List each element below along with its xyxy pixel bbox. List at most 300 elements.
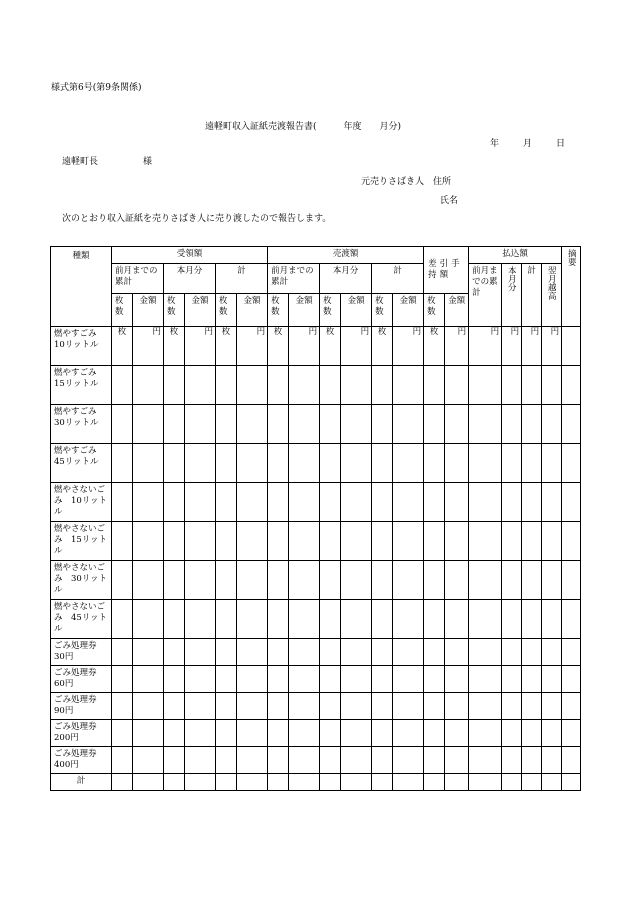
- amount-cell[interactable]: [445, 366, 469, 405]
- amount-cell[interactable]: [133, 693, 164, 720]
- recipient: 遠軽町長 様: [62, 157, 153, 167]
- amount-cell[interactable]: [237, 366, 268, 405]
- amount-cell[interactable]: [393, 522, 424, 561]
- count-cell[interactable]: 枚: [372, 327, 393, 366]
- remarks-cell[interactable]: [562, 483, 581, 522]
- amount-cell[interactable]: [445, 600, 469, 639]
- amount-cell[interactable]: [133, 444, 164, 483]
- count-cell[interactable]: [268, 720, 289, 747]
- amount-cell[interactable]: [393, 666, 424, 693]
- amount-cell[interactable]: [237, 774, 268, 790]
- amount-cell[interactable]: [341, 522, 372, 561]
- amount-cell[interactable]: [445, 444, 469, 483]
- header-received-prev: 前月までの累計: [112, 264, 164, 294]
- amount-cell[interactable]: [133, 483, 164, 522]
- count-cell[interactable]: [164, 522, 185, 561]
- paid-in-cell[interactable]: [469, 600, 502, 639]
- table-row: [51, 561, 581, 600]
- count-cell[interactable]: [320, 720, 341, 747]
- remarks-cell[interactable]: [562, 405, 581, 444]
- report-title: 遠軽町収入証紙売渡報告書( 年度 月分): [205, 122, 402, 132]
- amount-cell[interactable]: [341, 774, 372, 790]
- count-cell[interactable]: [424, 747, 445, 774]
- amount-cell[interactable]: 円: [341, 327, 372, 366]
- count-cell[interactable]: [268, 366, 289, 405]
- amount-cell[interactable]: [393, 639, 424, 666]
- count-cell[interactable]: [164, 666, 185, 693]
- count-cell[interactable]: [112, 522, 133, 561]
- count-cell[interactable]: [268, 666, 289, 693]
- paid-in-cell[interactable]: [502, 366, 522, 405]
- paid-in-cell[interactable]: 円: [542, 327, 562, 366]
- paid-in-cell[interactable]: [542, 693, 562, 720]
- paid-in-cell[interactable]: [522, 666, 542, 693]
- header-amount: 金額: [341, 294, 372, 327]
- amount-cell[interactable]: [393, 720, 424, 747]
- row-label: 燃やすごみ 15リットル: [51, 366, 112, 405]
- amount-cell[interactable]: [393, 444, 424, 483]
- paid-in-cell[interactable]: [502, 522, 522, 561]
- paid-in-cell[interactable]: 円: [502, 327, 522, 366]
- count-cell[interactable]: [216, 720, 237, 747]
- carry-over-label: 翌月越高: [546, 266, 557, 300]
- amount-cell[interactable]: [445, 561, 469, 600]
- count-cell[interactable]: 枚: [112, 327, 133, 366]
- amount-cell[interactable]: [445, 747, 469, 774]
- paid-in-cell[interactable]: [522, 561, 542, 600]
- paid-in-cell[interactable]: [502, 561, 522, 600]
- count-cell[interactable]: [424, 405, 445, 444]
- amount-cell[interactable]: [445, 405, 469, 444]
- amount-cell[interactable]: [341, 666, 372, 693]
- paid-in-cell[interactable]: [542, 561, 562, 600]
- amount-cell[interactable]: [237, 720, 268, 747]
- count-cell[interactable]: [216, 444, 237, 483]
- paid-in-cell[interactable]: [522, 366, 542, 405]
- count-cell[interactable]: [216, 600, 237, 639]
- count-cell[interactable]: 枚: [216, 327, 237, 366]
- header-amount: 金額: [445, 294, 469, 327]
- amount-cell[interactable]: [133, 366, 164, 405]
- amount-cell[interactable]: [289, 600, 320, 639]
- remarks-cell[interactable]: [562, 561, 581, 600]
- report-table: [50, 246, 581, 791]
- paid-in-cell[interactable]: [522, 693, 542, 720]
- amount-cell[interactable]: [445, 522, 469, 561]
- count-cell[interactable]: [268, 600, 289, 639]
- table-row: [51, 639, 581, 666]
- paid-in-cell[interactable]: [522, 720, 542, 747]
- amount-cell[interactable]: [133, 561, 164, 600]
- paid-in-cell[interactable]: [542, 639, 562, 666]
- amount-cell[interactable]: [289, 639, 320, 666]
- count-cell[interactable]: [320, 522, 341, 561]
- amount-cell[interactable]: [237, 747, 268, 774]
- remarks-cell[interactable]: [562, 522, 581, 561]
- paid-in-cell[interactable]: [502, 639, 522, 666]
- count-cell[interactable]: [372, 405, 393, 444]
- paid-in-cell[interactable]: [502, 405, 522, 444]
- remarks-cell[interactable]: [562, 600, 581, 639]
- count-cell[interactable]: [372, 600, 393, 639]
- paid-in-cell[interactable]: [502, 693, 522, 720]
- amount-cell[interactable]: [445, 483, 469, 522]
- count-cell[interactable]: [372, 666, 393, 693]
- paid-in-cell[interactable]: [469, 693, 502, 720]
- amount-cell[interactable]: [341, 747, 372, 774]
- count-cell[interactable]: [112, 405, 133, 444]
- count-cell[interactable]: [112, 600, 133, 639]
- count-cell[interactable]: [164, 561, 185, 600]
- remarks-cell[interactable]: [562, 774, 581, 790]
- count-cell[interactable]: [424, 561, 445, 600]
- paid-in-cell[interactable]: [522, 405, 542, 444]
- count-cell[interactable]: [164, 747, 185, 774]
- count-cell[interactable]: [216, 747, 237, 774]
- amount-cell[interactable]: [341, 366, 372, 405]
- amount-cell[interactable]: [289, 666, 320, 693]
- amount-cell[interactable]: [341, 405, 372, 444]
- table-row: [51, 600, 581, 639]
- count-cell[interactable]: [112, 483, 133, 522]
- count-cell[interactable]: [424, 366, 445, 405]
- remarks-cell[interactable]: [562, 666, 581, 693]
- amount-cell[interactable]: [341, 483, 372, 522]
- count-cell[interactable]: [424, 483, 445, 522]
- paid-in-cell[interactable]: [522, 522, 542, 561]
- paid-in-cell[interactable]: [522, 444, 542, 483]
- paid-in-cell[interactable]: [469, 639, 502, 666]
- count-cell[interactable]: [216, 693, 237, 720]
- amount-cell[interactable]: [237, 444, 268, 483]
- count-cell[interactable]: [268, 561, 289, 600]
- amount-cell[interactable]: [289, 747, 320, 774]
- count-cell[interactable]: [164, 366, 185, 405]
- amount-cell[interactable]: [341, 639, 372, 666]
- paid-in-cell[interactable]: [542, 366, 562, 405]
- amount-cell[interactable]: [133, 639, 164, 666]
- count-cell[interactable]: [216, 405, 237, 444]
- amount-cell[interactable]: [341, 561, 372, 600]
- remarks-cell[interactable]: [562, 720, 581, 747]
- amount-cell[interactable]: 円: [133, 327, 164, 366]
- amount-cell[interactable]: [237, 483, 268, 522]
- count-cell[interactable]: [216, 666, 237, 693]
- row-label: ごみ処理券 400円: [51, 747, 112, 774]
- count-cell[interactable]: [112, 561, 133, 600]
- count-cell[interactable]: [320, 666, 341, 693]
- count-cell[interactable]: [372, 522, 393, 561]
- header-sold: 売渡額: [268, 247, 424, 264]
- amount-cell[interactable]: [341, 600, 372, 639]
- amount-cell[interactable]: [133, 747, 164, 774]
- amount-cell[interactable]: [289, 522, 320, 561]
- paid-in-cell[interactable]: [542, 522, 562, 561]
- amount-cell[interactable]: [185, 600, 216, 639]
- table-row: [51, 366, 581, 405]
- amount-cell[interactable]: [237, 693, 268, 720]
- paid-in-cell[interactable]: [502, 483, 522, 522]
- paid-in-cell[interactable]: [522, 774, 542, 790]
- table-row: [51, 720, 581, 747]
- paid-in-cell[interactable]: [469, 561, 502, 600]
- amount-cell[interactable]: [133, 666, 164, 693]
- amount-cell[interactable]: 円: [289, 327, 320, 366]
- amount-cell[interactable]: [133, 720, 164, 747]
- count-cell[interactable]: 枚: [320, 327, 341, 366]
- row-label: ごみ処理券 30円: [51, 639, 112, 666]
- amount-cell[interactable]: [289, 405, 320, 444]
- amount-cell[interactable]: [185, 774, 216, 790]
- amount-cell[interactable]: [289, 561, 320, 600]
- amount-cell[interactable]: [237, 561, 268, 600]
- count-cell[interactable]: [112, 444, 133, 483]
- paid-in-cell[interactable]: [542, 600, 562, 639]
- amount-cell[interactable]: [393, 747, 424, 774]
- paid-in-cell[interactable]: [502, 666, 522, 693]
- count-cell[interactable]: [164, 444, 185, 483]
- count-cell[interactable]: [216, 774, 237, 790]
- count-cell[interactable]: [320, 405, 341, 444]
- count-cell[interactable]: [424, 600, 445, 639]
- remarks-cell[interactable]: [562, 747, 581, 774]
- count-cell[interactable]: [216, 366, 237, 405]
- count-cell[interactable]: [268, 483, 289, 522]
- amount-cell[interactable]: [185, 639, 216, 666]
- count-cell[interactable]: [320, 747, 341, 774]
- header-count: 枚数: [164, 294, 185, 327]
- count-cell[interactable]: [112, 774, 133, 790]
- amount-cell[interactable]: [393, 693, 424, 720]
- count-cell[interactable]: [216, 561, 237, 600]
- amount-cell[interactable]: [289, 693, 320, 720]
- count-cell[interactable]: [372, 483, 393, 522]
- paid-in-cell[interactable]: [522, 747, 542, 774]
- count-cell[interactable]: [372, 774, 393, 790]
- paid-in-cell[interactable]: [502, 444, 522, 483]
- paid-in-cell[interactable]: 円: [469, 327, 502, 366]
- count-cell[interactable]: [112, 693, 133, 720]
- amount-cell[interactable]: [185, 444, 216, 483]
- amount-cell[interactable]: [289, 444, 320, 483]
- count-cell[interactable]: 枚: [268, 327, 289, 366]
- count-cell[interactable]: [372, 639, 393, 666]
- paid-in-cell[interactable]: [502, 600, 522, 639]
- amount-cell[interactable]: [185, 561, 216, 600]
- paid-in-cell[interactable]: [469, 666, 502, 693]
- amount-cell[interactable]: [237, 600, 268, 639]
- paid-in-cell[interactable]: [502, 720, 522, 747]
- remarks-cell[interactable]: [562, 639, 581, 666]
- amount-cell[interactable]: [445, 693, 469, 720]
- count-cell[interactable]: [268, 522, 289, 561]
- remarks-cell[interactable]: [562, 327, 581, 366]
- paid-in-cell[interactable]: [469, 366, 502, 405]
- amount-cell[interactable]: 円: [237, 327, 268, 366]
- paid-in-cell[interactable]: [502, 747, 522, 774]
- count-cell[interactable]: [424, 720, 445, 747]
- amount-cell[interactable]: [445, 639, 469, 666]
- amount-cell[interactable]: [393, 774, 424, 790]
- table-row: [51, 747, 581, 774]
- amount-cell[interactable]: [185, 747, 216, 774]
- amount-cell[interactable]: [185, 693, 216, 720]
- count-cell[interactable]: [216, 639, 237, 666]
- amount-cell[interactable]: [185, 522, 216, 561]
- paid-in-cell[interactable]: [469, 747, 502, 774]
- count-cell[interactable]: [372, 561, 393, 600]
- count-cell[interactable]: [320, 444, 341, 483]
- count-cell[interactable]: [320, 366, 341, 405]
- form-number-label: 様式第6号(第9条関係): [51, 83, 142, 93]
- count-cell[interactable]: [268, 405, 289, 444]
- table-row: [51, 693, 581, 720]
- header-carry-over: [542, 264, 562, 327]
- count-cell[interactable]: [320, 639, 341, 666]
- count-cell[interactable]: [268, 639, 289, 666]
- count-cell[interactable]: [424, 639, 445, 666]
- count-cell[interactable]: [164, 720, 185, 747]
- count-cell[interactable]: [268, 693, 289, 720]
- paid-in-cell[interactable]: [469, 720, 502, 747]
- amount-cell[interactable]: [393, 483, 424, 522]
- count-cell[interactable]: [268, 774, 289, 790]
- paid-in-cell[interactable]: [522, 483, 542, 522]
- paid-in-cell[interactable]: [542, 720, 562, 747]
- paid-in-cell[interactable]: [542, 774, 562, 790]
- count-cell[interactable]: [112, 720, 133, 747]
- remarks-cell[interactable]: [562, 366, 581, 405]
- paid-in-cell[interactable]: [542, 444, 562, 483]
- amount-cell[interactable]: 円: [393, 327, 424, 366]
- count-cell[interactable]: [372, 747, 393, 774]
- amount-cell[interactable]: 円: [185, 327, 216, 366]
- amount-cell[interactable]: [237, 639, 268, 666]
- paid-in-cell[interactable]: [522, 600, 542, 639]
- amount-cell[interactable]: [185, 666, 216, 693]
- header-paid-this: [502, 264, 522, 327]
- amount-cell[interactable]: [341, 720, 372, 747]
- count-cell[interactable]: [372, 444, 393, 483]
- paid-in-cell[interactable]: [469, 405, 502, 444]
- amount-cell[interactable]: [289, 774, 320, 790]
- count-cell[interactable]: [372, 693, 393, 720]
- paid-in-cell[interactable]: [542, 483, 562, 522]
- count-cell[interactable]: [268, 444, 289, 483]
- count-cell[interactable]: [320, 561, 341, 600]
- count-cell[interactable]: [164, 693, 185, 720]
- amount-cell[interactable]: [445, 666, 469, 693]
- count-cell[interactable]: [320, 774, 341, 790]
- amount-cell[interactable]: [133, 774, 164, 790]
- remarks-cell[interactable]: [562, 444, 581, 483]
- count-cell[interactable]: [216, 483, 237, 522]
- count-cell[interactable]: [216, 522, 237, 561]
- intro-text: 次のとおり収入証紙を売りさばき人に売り渡したので報告します。: [62, 214, 332, 224]
- amount-cell[interactable]: [237, 666, 268, 693]
- paid-in-cell[interactable]: [542, 405, 562, 444]
- header-amount: 金額: [237, 294, 268, 327]
- count-cell[interactable]: [112, 666, 133, 693]
- amount-cell[interactable]: [341, 444, 372, 483]
- paid-in-cell[interactable]: [542, 666, 562, 693]
- count-cell[interactable]: 枚: [164, 327, 185, 366]
- amount-cell[interactable]: [185, 720, 216, 747]
- amount-cell[interactable]: [393, 366, 424, 405]
- amount-cell[interactable]: [341, 693, 372, 720]
- row-label: ごみ処理券 200円: [51, 720, 112, 747]
- seller-name-label: 氏名: [440, 196, 459, 206]
- count-cell[interactable]: [372, 366, 393, 405]
- paid-in-cell[interactable]: [469, 774, 502, 790]
- count-cell[interactable]: [164, 639, 185, 666]
- count-cell[interactable]: [164, 405, 185, 444]
- header-count: 枚数: [112, 294, 133, 327]
- amount-cell[interactable]: [237, 405, 268, 444]
- amount-cell[interactable]: [445, 720, 469, 747]
- paid-in-cell[interactable]: [542, 747, 562, 774]
- amount-cell[interactable]: [237, 522, 268, 561]
- count-cell[interactable]: [268, 747, 289, 774]
- table-row: [51, 483, 581, 522]
- paid-in-cell[interactable]: [469, 483, 502, 522]
- amount-cell[interactable]: [393, 561, 424, 600]
- paid-in-cell[interactable]: [522, 639, 542, 666]
- count-cell[interactable]: [164, 600, 185, 639]
- count-cell[interactable]: [164, 774, 185, 790]
- count-cell[interactable]: [112, 747, 133, 774]
- count-cell[interactable]: [164, 483, 185, 522]
- count-cell[interactable]: [320, 600, 341, 639]
- paid-in-cell[interactable]: 円: [522, 327, 542, 366]
- amount-cell[interactable]: [445, 774, 469, 790]
- remarks-cell[interactable]: [562, 693, 581, 720]
- count-cell[interactable]: [112, 366, 133, 405]
- count-cell[interactable]: [320, 483, 341, 522]
- count-cell[interactable]: [112, 639, 133, 666]
- amount-cell[interactable]: [133, 522, 164, 561]
- count-cell[interactable]: [424, 774, 445, 790]
- table-row: [51, 327, 581, 366]
- count-cell[interactable]: [424, 666, 445, 693]
- seller-address-label: 元売りさばき人 住所: [361, 177, 452, 187]
- amount-cell[interactable]: [393, 405, 424, 444]
- amount-cell[interactable]: 円: [445, 327, 469, 366]
- paid-in-cell[interactable]: [502, 774, 522, 790]
- count-cell[interactable]: 枚: [424, 327, 445, 366]
- paid-in-cell[interactable]: [469, 522, 502, 561]
- amount-cell[interactable]: [185, 366, 216, 405]
- header-balance: 差引手持額: [424, 247, 469, 294]
- count-cell[interactable]: [424, 522, 445, 561]
- amount-cell[interactable]: [289, 366, 320, 405]
- row-label: 燃やさないごみ 10リットル: [51, 483, 112, 522]
- amount-cell[interactable]: [289, 720, 320, 747]
- count-cell[interactable]: [424, 693, 445, 720]
- paid-in-cell[interactable]: [469, 444, 502, 483]
- header-count: 枚数: [424, 294, 445, 327]
- amount-cell[interactable]: [185, 405, 216, 444]
- header-sold-this: 本月分: [320, 264, 372, 294]
- amount-cell[interactable]: [289, 483, 320, 522]
- count-cell[interactable]: [320, 693, 341, 720]
- amount-cell[interactable]: [133, 600, 164, 639]
- amount-cell[interactable]: [133, 405, 164, 444]
- amount-cell[interactable]: [185, 483, 216, 522]
- count-cell[interactable]: [424, 444, 445, 483]
- count-cell[interactable]: [372, 720, 393, 747]
- amount-cell[interactable]: [393, 600, 424, 639]
